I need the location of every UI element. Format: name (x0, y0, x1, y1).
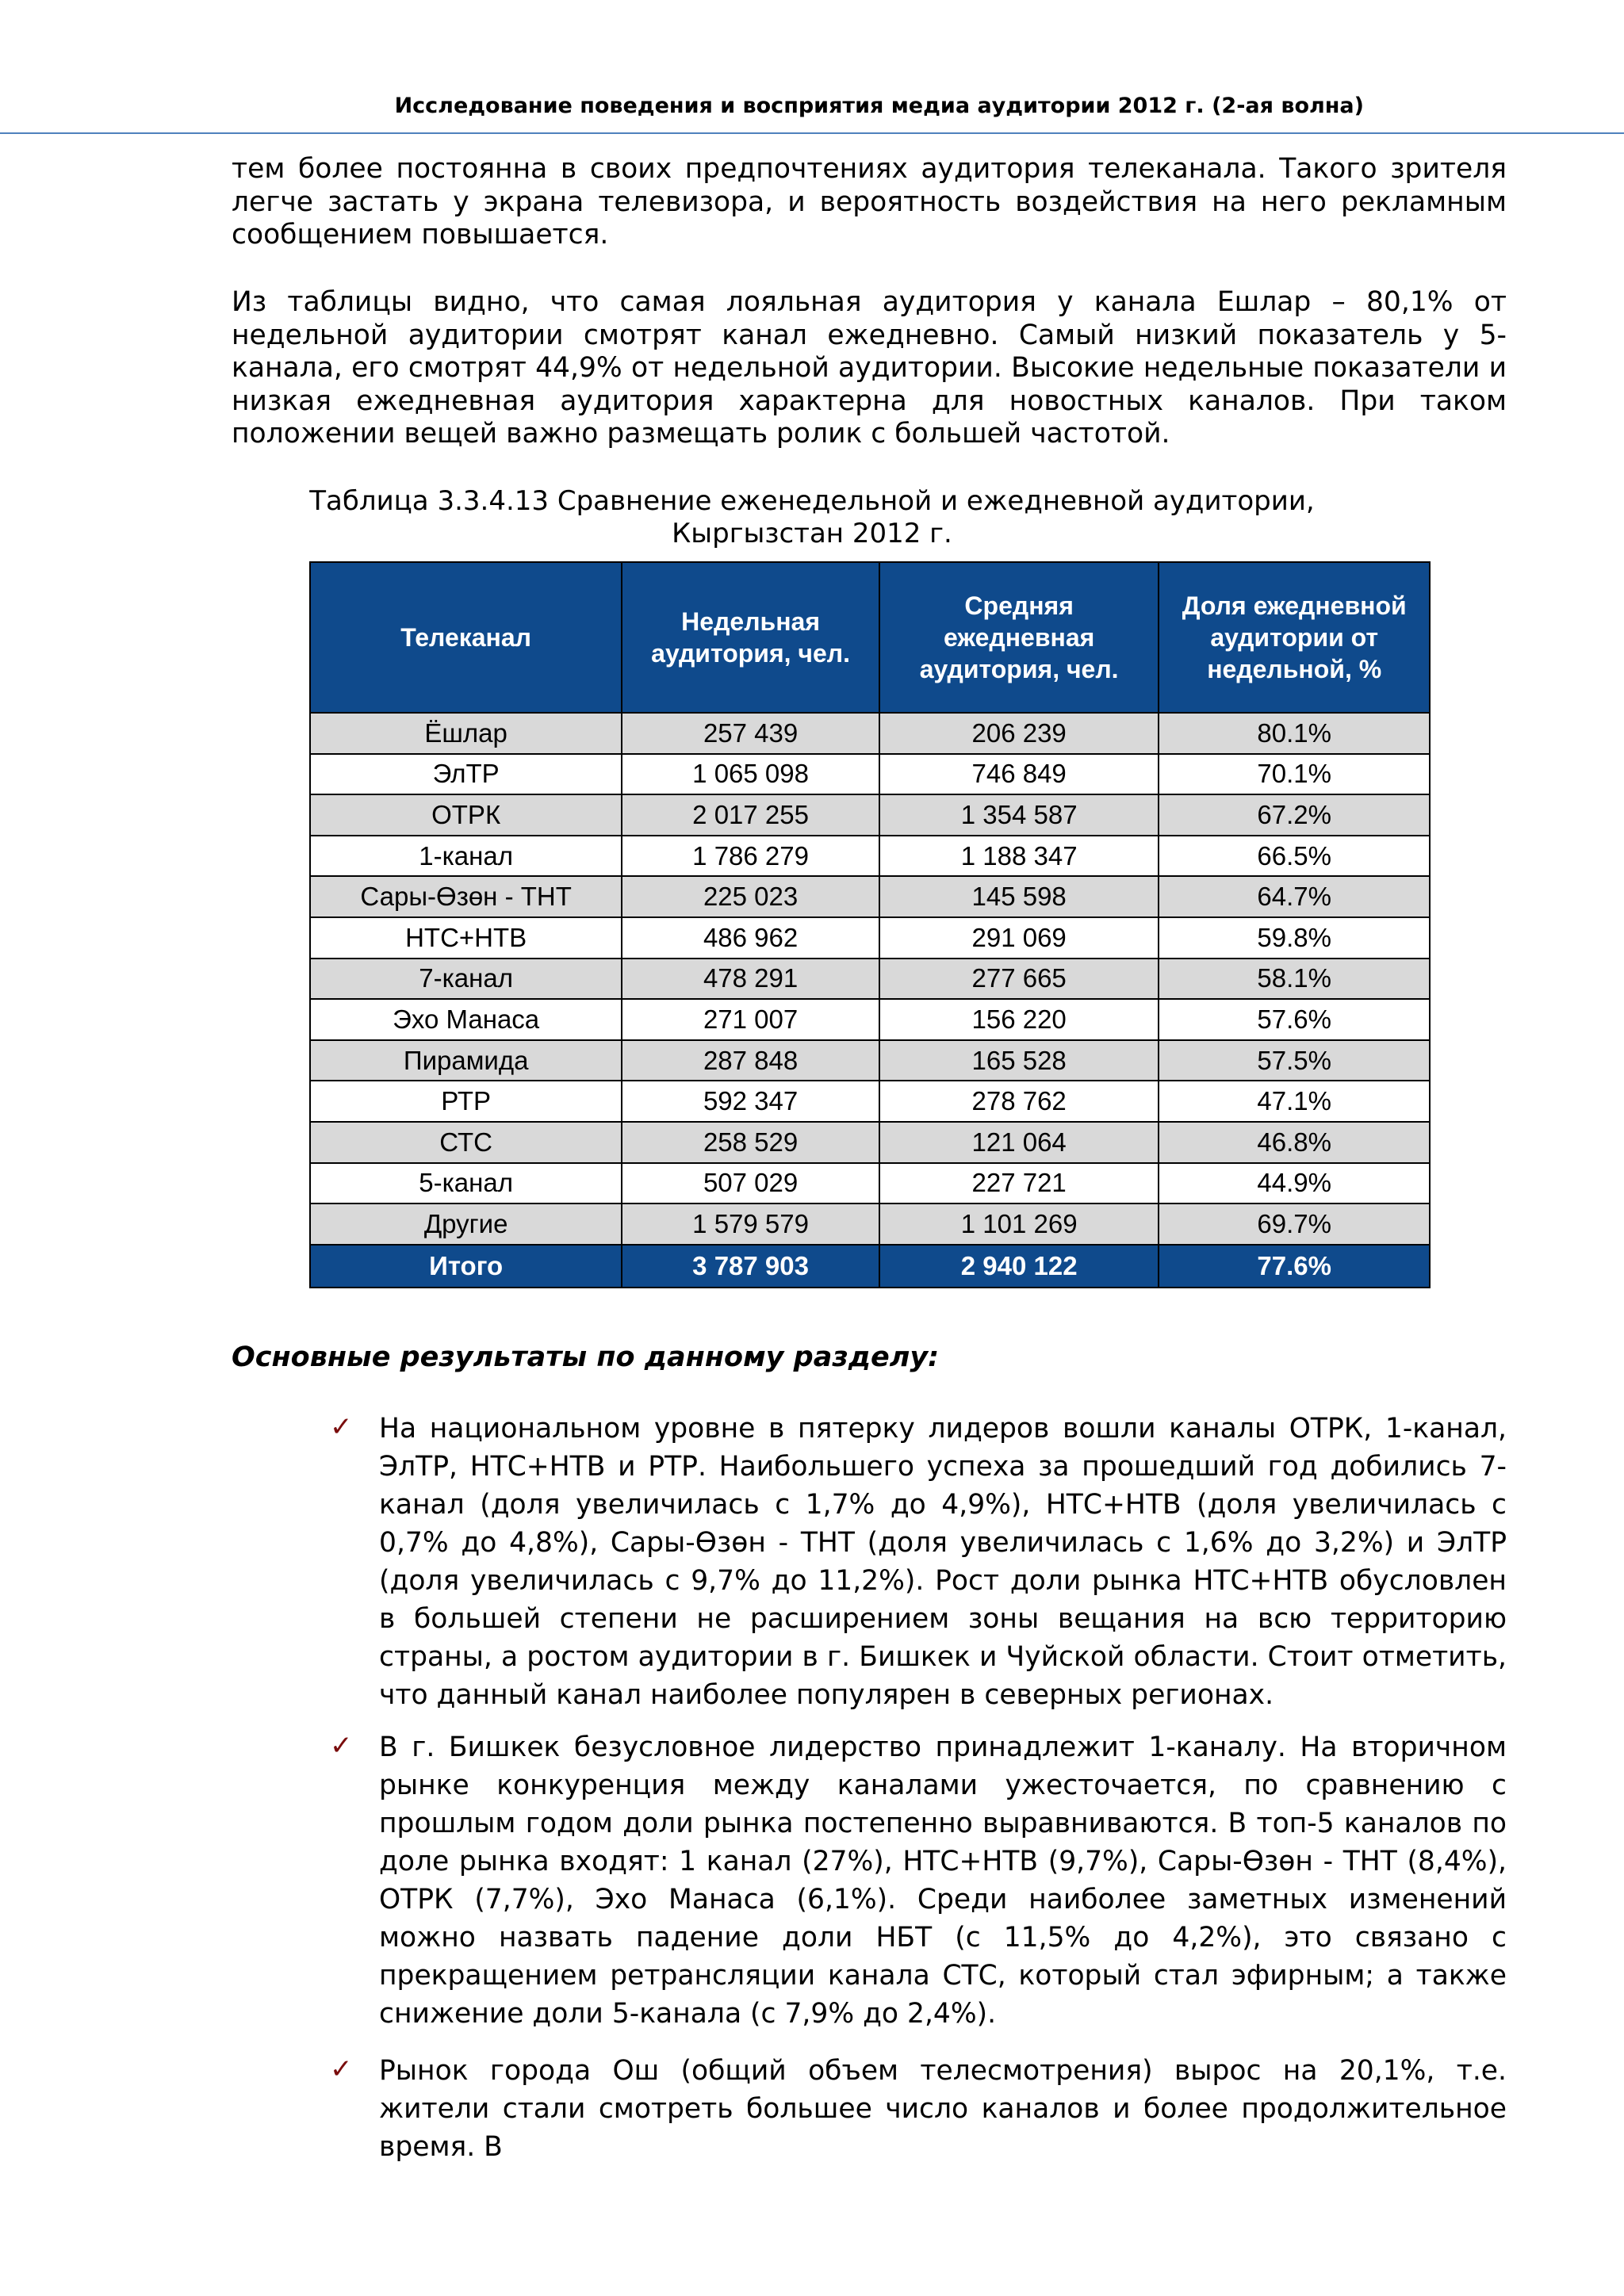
cell-weekly: 592 347 (622, 1081, 879, 1122)
total-cell-share: 77.6% (1159, 1245, 1430, 1288)
bullet-osh: Рынок города Ош (общий объем телесмотрения) вырос на 20,1%, т.е. жители стали смотреть большее число каналов и более продолжительное время. В (379, 2055, 1507, 2163)
cell-share: 44.9% (1159, 1163, 1430, 1204)
paragraph-intro: тем более постоянна в своих предпочтениях аудитория телеканала. Такого зрителя легче застать у экрана телевизора, и вероятность воздействия на него рекламным сообщением повышается. (232, 153, 1507, 251)
cell-daily: 277 665 (879, 959, 1159, 1000)
cell-channel: СТС (310, 1122, 622, 1163)
table-row (310, 959, 1430, 1000)
cell-weekly: 1 579 579 (622, 1203, 879, 1245)
cell-share: 46.8% (1159, 1122, 1430, 1163)
table-row (310, 1040, 1430, 1081)
cell-channel: ОТРК (310, 794, 622, 836)
cell-weekly: 225 023 (622, 876, 879, 917)
header-daily-share: Доля ежедневной аудитории от недельной, % (1159, 562, 1430, 713)
cell-channel: 7-канал (310, 959, 622, 1000)
checkmark-icon: ✓ (330, 2053, 353, 2085)
cell-channel: 5-канал (310, 1163, 622, 1204)
table-row (310, 1203, 1430, 1245)
cell-share: 57.5% (1159, 1040, 1430, 1081)
table-row (310, 1122, 1430, 1163)
cell-daily: 1 101 269 (879, 1203, 1159, 1245)
cell-daily: 156 220 (879, 999, 1159, 1040)
cell-share: 67.2% (1159, 794, 1430, 836)
cell-share: 57.6% (1159, 999, 1430, 1040)
cell-weekly: 478 291 (622, 959, 879, 1000)
cell-channel: Эхо Манаса (310, 999, 622, 1040)
section-title: Основные результаты по данному разделу: (232, 1341, 940, 1373)
cell-weekly: 486 962 (622, 917, 879, 959)
table-header-row (310, 562, 1430, 713)
cell-channel: Другие (310, 1203, 622, 1245)
cell-daily: 206 239 (879, 713, 1159, 754)
cell-share: 70.1% (1159, 754, 1430, 795)
cell-daily: 746 849 (879, 754, 1159, 795)
total-cell-weekly: 3 787 903 (622, 1245, 879, 1288)
cell-daily: 227 721 (879, 1163, 1159, 1204)
cell-share: 58.1% (1159, 959, 1430, 1000)
total-cell-channel: Итого (310, 1245, 622, 1288)
cell-channel: 1-канал (310, 836, 622, 877)
table-total-row (310, 1245, 1430, 1288)
cell-daily: 291 069 (879, 917, 1159, 959)
table-row (310, 999, 1430, 1040)
audience-comparison-table (309, 561, 1431, 1288)
bullet-national: На национальном уровне в пятерку лидеров вошли каналы ОТРК, 1-канал, ЭлТР, НТС+НТВ и РТР. Наибольшего успеха за прошедший год добились 7-канал (доля увеличилась с 1,7% до 4,9%), НТС+НТВ (доля увеличилась с 0,7% до 4,8%), Сары-Өзөн - ТНТ (доля увеличилась с 1,6% до 3,2%) и ЭлТР (доля увеличилась с 9,7% до 11,2%). Рост доли рынка НТС+НТВ обусловлен в большей степени не расширением зоны вещания на всю территорию страны, а ростом аудитории в г. Бишкек и Чуйской области. Стоит отметить, что данный канал наиболее популярен в северных регионах. (379, 1413, 1507, 1711)
bullet-bishkek: В г. Бишкек безусловное лидерство принадлежит 1-каналу. На вторичном рынке конкуренция между каналами ужесточается, по сравнению с прошлым годом доли рынка постепенно выравниваются. В топ-5 каналов по доле рынка входят: 1 канал (27%), НТС+НТВ (9,7%), Сары-Өзөн - ТНТ (8,4%), ОТРК (7,7%), Эхо Манаса (6,1%). Среди наиболее заметных изменений можно назвать падение доли НБТ (с 11,5% до 4,2%), это связано с прекращением ретрансляции канала СТС, который стал эфирным; а также снижение доли 5-канала (с 7,9% до 2,4%). (379, 1732, 1507, 2030)
cell-weekly: 1 065 098 (622, 754, 879, 795)
cell-weekly: 1 786 279 (622, 836, 879, 877)
table-caption (0, 485, 1624, 550)
cell-share: 69.7% (1159, 1203, 1430, 1245)
cell-weekly: 258 529 (622, 1122, 879, 1163)
table-row (310, 713, 1430, 754)
cell-share: 80.1% (1159, 713, 1430, 754)
cell-weekly: 287 848 (622, 1040, 879, 1081)
cell-weekly: 2 017 255 (622, 794, 879, 836)
cell-channel: Пирамида (310, 1040, 622, 1081)
cell-channel: ЭлТР (310, 754, 622, 795)
header-weekly-audience: Недельная аудитория, чел. (622, 562, 879, 713)
running-header: Исследование поведения и восприятия медиа аудитории 2012 г. (2-ая волна) (394, 94, 1364, 118)
cell-daily: 145 598 (879, 876, 1159, 917)
cell-channel: Сары-Өзөн - ТНТ (310, 876, 622, 917)
table-caption-line1: Таблица 3.3.4.13 Сравнение еженедельной и ежедневной аудитории, (309, 485, 1315, 517)
cell-share: 47.1% (1159, 1081, 1430, 1122)
cell-weekly: 271 007 (622, 999, 879, 1040)
table-caption-line2: Кыргызстан 2012 г. (672, 518, 952, 549)
cell-daily: 121 064 (879, 1122, 1159, 1163)
table-row (310, 754, 1430, 795)
cell-share: 64.7% (1159, 876, 1430, 917)
cell-weekly: 257 439 (622, 713, 879, 754)
table-row (310, 876, 1430, 917)
cell-weekly: 507 029 (622, 1163, 879, 1204)
header-daily-audience: Средняя ежедневная аудитория, чел. (879, 562, 1159, 713)
paragraph-table-summary: Из таблицы видно, что самая лояльная аудитория у канала Ешлар – 80,1% от недельной аудитории смотрят канал ежедневно. Самый низкий показатель у 5-канала, его смотрят 44,9% от недельной аудитории. Высокие недельные показатели и низкая ежедневная аудитория характерна для новостных каналов. При таком положении вещей важно размещать ролик с большей частотой. (232, 286, 1507, 450)
checkmark-icon: ✓ (330, 1730, 353, 1762)
total-cell-daily: 2 940 122 (879, 1245, 1159, 1288)
cell-daily: 165 528 (879, 1040, 1159, 1081)
cell-channel: РТР (310, 1081, 622, 1122)
header-channel: Телеканал (310, 562, 622, 713)
cell-share: 66.5% (1159, 836, 1430, 877)
header-divider (0, 132, 1624, 134)
cell-daily: 1 354 587 (879, 794, 1159, 836)
table-row (310, 917, 1430, 959)
table-row (310, 794, 1430, 836)
cell-daily: 1 188 347 (879, 836, 1159, 877)
cell-channel: НТС+НТВ (310, 917, 622, 959)
table-row (310, 1163, 1430, 1204)
checkmark-icon: ✓ (330, 1411, 353, 1443)
cell-share: 59.8% (1159, 917, 1430, 959)
cell-daily: 278 762 (879, 1081, 1159, 1122)
table-row (310, 1081, 1430, 1122)
cell-channel: Ёшлар (310, 713, 622, 754)
table-row (310, 836, 1430, 877)
